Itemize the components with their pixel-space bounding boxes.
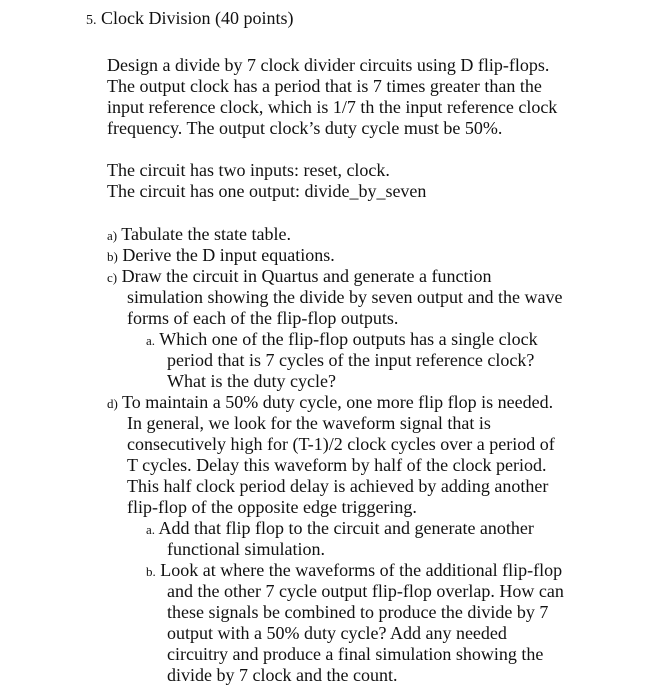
part-c-sub-a-label: a. — [146, 333, 156, 348]
part-d-sub-a-text: Add that flip flop to the circuit and generate another — [158, 518, 534, 538]
part-d-label: d) — [107, 396, 118, 411]
part-d-sub-b-continuation — [167, 581, 564, 686]
part-d-line: In general, we look for the waveform signal that is — [127, 413, 491, 433]
part-d-sub-b-line: and the other 7 cycle output flip-flop overlap. How can — [167, 581, 564, 601]
part-d-sub-b-line: these signals be combined to produce the divide by 7 — [167, 602, 549, 622]
part-b-label: b) — [107, 249, 118, 264]
problem-title: Clock Division (40 points) — [101, 8, 294, 28]
part-c-text: Draw the circuit in Quartus and generate a function — [121, 266, 492, 286]
part-b-text: Derive the D input equations. — [122, 245, 335, 265]
intro-line: input reference clock, which is 1/7 th the input reference clock — [107, 97, 558, 117]
part-a — [107, 224, 291, 246]
problem-number: 5. — [86, 13, 97, 28]
part-c-line: simulation showing the divide by seven output and the wave — [127, 287, 563, 307]
part-d-sub-b-line: circuitry and produce a final simulation showing the — [167, 644, 544, 664]
part-d-line: flip-flop of the opposite edge triggering. — [127, 497, 417, 517]
part-a-text: Tabulate the state table. — [121, 224, 291, 244]
part-d-line: consecutively high for (T-1)/2 clock cycles over a period of — [127, 434, 555, 454]
part-d-sub-a — [146, 518, 534, 540]
part-d — [107, 392, 553, 414]
io-line: The circuit has two inputs: reset, clock. — [107, 160, 390, 180]
problem-heading — [86, 3, 294, 36]
part-d-line: T cycles. Delay this waveform by half of the clock period. — [127, 455, 547, 475]
part-d-sub-b-label: b. — [146, 564, 156, 579]
part-c-sub-a-line: What is the duty cycle? — [167, 371, 336, 391]
part-d-line: This half clock period delay is achieved by adding another — [127, 476, 549, 496]
part-d-sub-b-line: output with a 50% duty cycle? Add any needed — [167, 623, 507, 643]
intro-line: The output clock has a period that is 7 times greater than the — [107, 76, 542, 96]
io-paragraph — [107, 160, 652, 202]
part-c-label: c) — [107, 270, 118, 285]
part-c-sub-a — [146, 329, 538, 351]
intro-line: Design a divide by 7 clock divider circuits using D flip-flops. — [107, 55, 550, 75]
part-c-sub-a-text: Which one of the flip-flop outputs has a single clock — [159, 329, 538, 349]
part-c-continuation — [127, 287, 562, 329]
part-d-sub-b — [146, 560, 562, 582]
part-d-continuation — [127, 413, 555, 518]
intro-line: frequency. The output clock’s duty cycle must be 50%. — [107, 118, 503, 138]
part-d-sub-a-label: a. — [146, 522, 156, 537]
intro-paragraph — [107, 55, 652, 139]
part-d-sub-b-text: Look at where the waveforms of the additional flip-flop — [160, 560, 563, 580]
part-a-label: a) — [107, 228, 118, 243]
part-d-sub-b-line: divide by 7 clock and the count. — [167, 665, 398, 685]
part-c — [107, 266, 491, 288]
part-c-sub-a-continuation — [167, 350, 534, 392]
part-c-sub-a-line: period that is 7 cycles of the input reference clock? — [167, 350, 535, 370]
part-d-sub-a-line: functional simulation. — [167, 539, 325, 559]
part-d-text: To maintain a 50% duty cycle, one more flip flop is needed. — [122, 392, 554, 412]
part-d-sub-a-continuation — [167, 539, 325, 560]
part-b — [107, 245, 335, 267]
part-c-line: forms of each of the flip-flop outputs. — [127, 308, 399, 328]
io-line: The circuit has one output: divide_by_seven — [107, 181, 427, 201]
